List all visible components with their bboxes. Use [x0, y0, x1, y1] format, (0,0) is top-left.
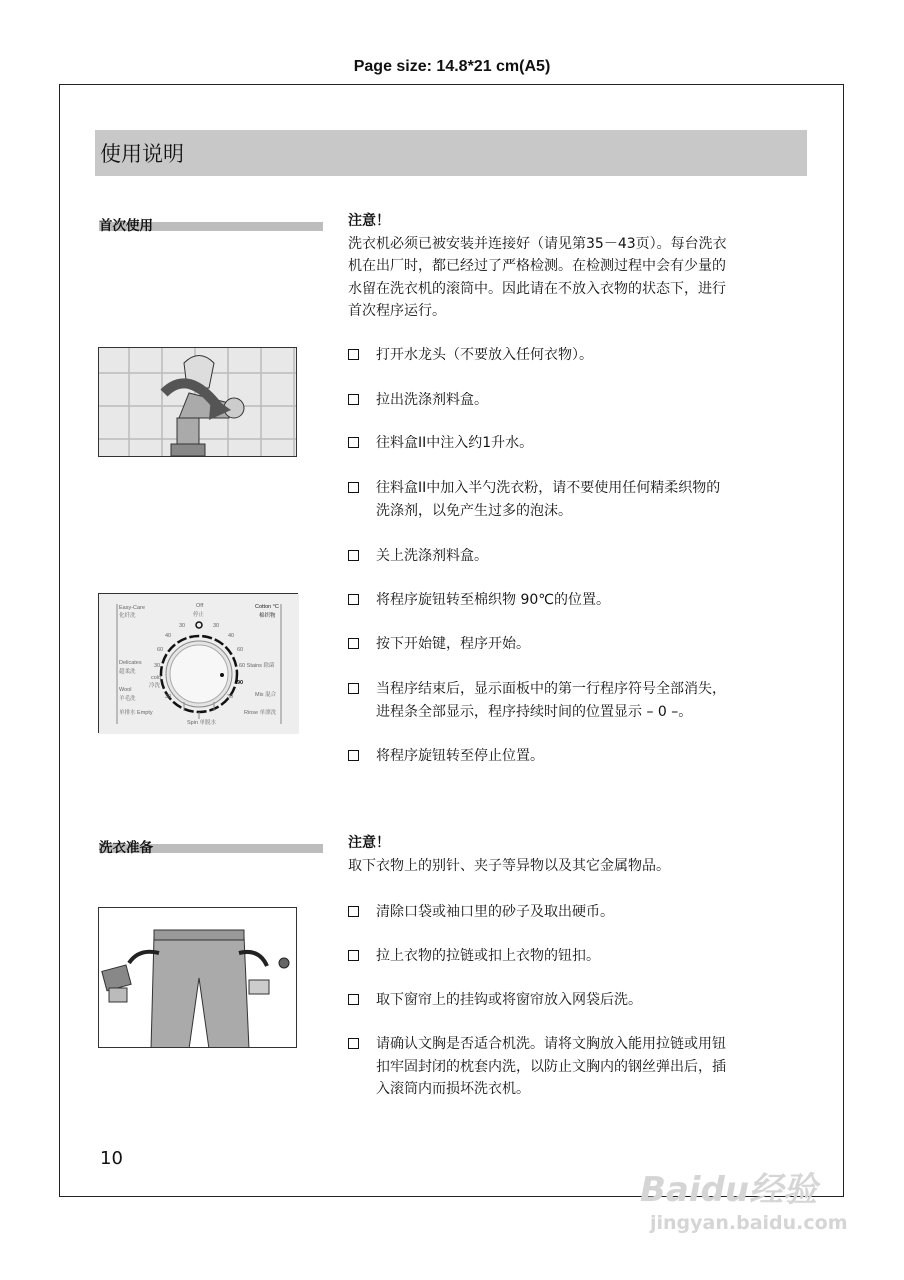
dial-label-empty: 单排水 Empty: [119, 710, 153, 716]
item-text: 拉出洗涤剂料盒。: [376, 392, 488, 408]
item-text: 往料盒II中加入半勺洗衣粉，请不要使用任何精柔织物的: [376, 480, 721, 496]
note-laundry-prep: [348, 832, 808, 877]
list-item: [348, 633, 808, 656]
list-item: [348, 545, 808, 568]
item-text: 将程序旋钮转至棉织物 90℃的位置。: [376, 592, 610, 608]
checkbox-icon: [348, 482, 359, 493]
item-text: 按下开始键，程序开始。: [376, 636, 530, 652]
list-item: [348, 389, 808, 412]
dial-label-wool-cn: 羊毛洗: [119, 696, 136, 702]
dial-label-cotton-cn: 棉织物: [259, 613, 276, 619]
list-item: [348, 477, 808, 522]
dial-temp: 60: [237, 647, 244, 653]
list-item: [348, 945, 808, 968]
dial-label-delicates-cn: 超柔洗: [119, 669, 136, 675]
list-item: [348, 432, 808, 455]
note-line: 洗衣机必须已被安装并连接好（请见第35－43页）。每台洗衣: [348, 235, 727, 252]
dial-temp: 30: [227, 694, 234, 700]
checkbox-icon: [348, 994, 359, 1005]
watermark-url: jingyan.baidu.com: [650, 1212, 848, 1234]
dial-temp: 30: [213, 623, 220, 629]
list-item: [348, 901, 808, 924]
page-title: 使用说明: [100, 142, 184, 166]
dial-label-off-cn: 停止: [193, 612, 205, 618]
dial-label-stains: 60 Stains 除菌: [239, 663, 275, 669]
item-text: 清除口袋或袖口里的砂子及取出硬币。: [376, 904, 614, 920]
checkbox-icon: [348, 437, 359, 448]
checkbox-icon: [348, 594, 359, 605]
item-text: 入滚筒内而损坏洗衣机。: [376, 1081, 530, 1097]
page-size-header: Page size: 14.8*21 cm(A5): [353, 58, 551, 75]
section-label-first-use: 首次使用: [99, 218, 153, 234]
dial-temp: 30: [165, 694, 172, 700]
dial-label-cotton: Cotton °C: [255, 604, 279, 610]
watermark-logo: Baidu经验: [640, 1170, 818, 1210]
trousers-icon: [99, 908, 297, 1048]
dial-label-rinse: Rinse 单漂洗: [244, 710, 277, 716]
note-title: 注意！: [348, 213, 390, 229]
faucet-icon: [99, 348, 297, 457]
item-text: 将程序旋钮转至停止位置。: [376, 748, 544, 764]
program-dial: [99, 594, 299, 734]
item-text: 扣牢固封闭的枕套内洗，以防止文胸内的钢丝弹出后，插: [376, 1058, 726, 1075]
dial-label-mix: Mix 混合: [255, 692, 277, 698]
list-item: [348, 678, 808, 723]
checkbox-icon: [348, 906, 359, 917]
title-band: [95, 130, 807, 176]
list-item: [348, 589, 808, 612]
trousers-illustration: [98, 907, 297, 1048]
program-dial-illustration: [98, 593, 298, 733]
item-text: 洗涤剂，以免产生过多的泡沫。: [376, 502, 572, 519]
note-line: 取下衣物上的别针、夹子等异物以及其它金属物品。: [348, 857, 670, 874]
section-label-laundry-prep: 洗衣准备: [99, 840, 153, 856]
item-text: 拉上衣物的拉链或扣上衣物的钮扣。: [376, 948, 600, 964]
item-text: 打开水龙头（不要放入任何衣物）。: [376, 347, 593, 363]
dial-temp: 40: [228, 633, 235, 639]
item-text: 取下窗帘上的挂钩或将窗帘放入网袋后洗。: [376, 992, 642, 1008]
dial-label-off: Off: [196, 603, 204, 609]
faucet-illustration: [98, 347, 297, 457]
dial-label-easy-care: Easy-Care: [119, 605, 145, 611]
note-first-use: [348, 210, 808, 323]
checkbox-icon: [348, 750, 359, 761]
dial-label-easy-care-cn: 化纤洗: [119, 613, 136, 619]
page-number: 10: [100, 1148, 123, 1169]
dial-label-spin: Spin 单脱水: [187, 720, 217, 726]
list-item: [348, 344, 808, 367]
list-item: [348, 989, 808, 1012]
checkbox-icon: [348, 683, 359, 694]
checkbox-icon: [348, 550, 359, 561]
item-text: 请确认文胸是否适合机洗。请将文胸放入能用拉链或用钮: [376, 1036, 726, 1052]
dial-temp: 60: [157, 647, 164, 653]
checkbox-icon: [348, 394, 359, 405]
dial-label-delicates: Delicates: [119, 660, 142, 666]
checkbox-icon: [348, 1038, 359, 1049]
dial-temp-selected: 90: [237, 680, 244, 686]
item-text: 当程序结束后，显示面板中的第一行程序符号全部消失，: [376, 681, 726, 697]
checkbox-icon: [348, 638, 359, 649]
note-line: 机在出厂时，都已经过了严格检测。在检测过程中会有少量的: [348, 258, 726, 274]
dial-label-cold: cold: [151, 675, 162, 681]
dial-label-wool: Wool: [119, 687, 132, 693]
dial-temp: 30: [179, 623, 186, 629]
dial-temp: 40: [165, 633, 172, 639]
item-text: 往料盒II中注入约1升水。: [376, 435, 534, 451]
checkbox-icon: [348, 349, 359, 360]
dial-label-cold-cn: 冷洗: [149, 683, 161, 689]
note-title: 注意！: [348, 835, 390, 851]
note-line: 首次程序运行。: [348, 303, 446, 319]
checkbox-icon: [348, 950, 359, 961]
list-item: [348, 1033, 808, 1101]
list-item: [348, 745, 808, 768]
dial-temp: 30: [154, 663, 161, 669]
note-line: 水留在洗衣机的滚筒中。因此请在不放入衣物的状态下，进行: [348, 280, 726, 297]
item-text: 进程条全部显示，程序持续时间的位置显示 – 0 –。: [376, 703, 693, 720]
item-text: 关上洗涤剂料盒。: [376, 548, 488, 564]
